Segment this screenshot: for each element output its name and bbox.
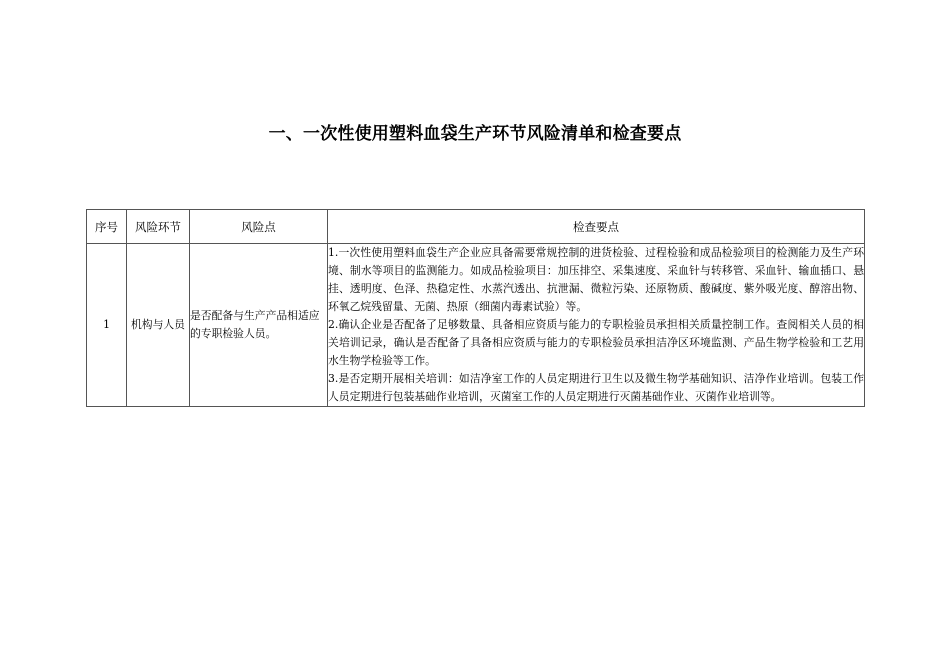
- cell-risk-point: 是否配备与生产产品相适应的专职检验人员。: [190, 244, 328, 407]
- header-risk-point: 风险点: [190, 210, 328, 244]
- table-row: [87, 244, 865, 407]
- header-serial-number: 序号: [87, 210, 127, 244]
- inspection-point-2: 2.确认企业是否配备了足够数量、具备相应资质与能力的专职检验员承担相关质量控制工作。查阅相关人员的相关培训记录，确认是否配备了具备相应资质与能力的专职检验员承担洁净区环境监测、产品生物学检验和工艺用水生物学检验等工作。: [328, 318, 864, 367]
- cell-inspection-points: [328, 244, 865, 407]
- table-header-row: [87, 210, 865, 244]
- header-inspection-points: 检查要点: [328, 210, 865, 244]
- inspection-point-3: 3.是否定期开展相关培训：如洁净室工作的人员定期进行卫生以及微生物学基础知识、洁净作业培训。包装工作人员定期进行包装基础作业培训，灭菌室工作的人员定期进行灭菌基础作业、灭菌作业培训等。: [328, 372, 864, 403]
- cell-serial-number: 1: [87, 244, 127, 407]
- inspection-point-1: 1.一次性使用塑料血袋生产企业应具备需要常规控制的进货检验、过程检验和成品检验项目的检测能力及生产环境、制水等项目的监测能力。如成品检验项目：加压排空、采集速度、采血针与转移管、采血针、输血插口、悬挂、透明度、色泽、热稳定性、水蒸汽透出、抗泄漏、微粒污染、还原物质、酸碱度、紫外吸光度、醇溶出物、环氧乙烷残留量、无菌、热原（细菌内毒素试验）等。: [328, 246, 864, 313]
- cell-risk-stage: 机构与人员: [127, 244, 190, 407]
- page-title: 一、一次性使用塑料血袋生产环节风险清单和检查要点: [268, 124, 682, 144]
- risk-checklist-table: [86, 209, 865, 407]
- header-risk-stage: 风险环节: [127, 210, 190, 244]
